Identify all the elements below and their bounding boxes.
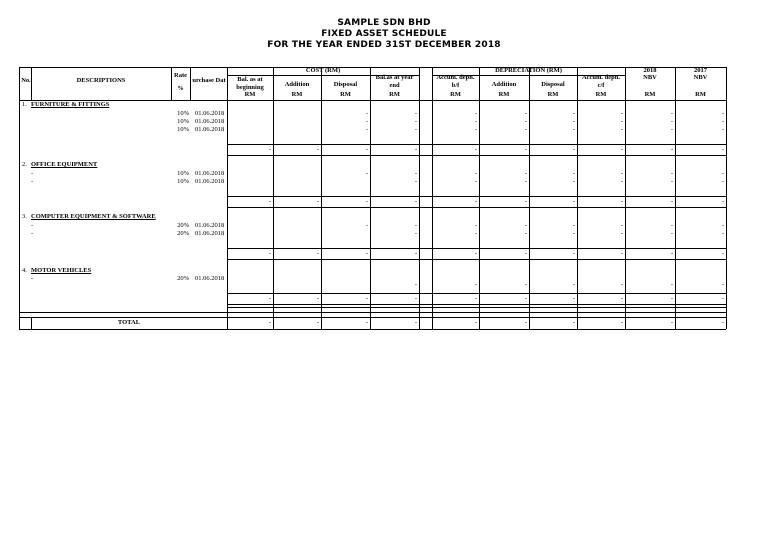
subtotal-top-line — [227, 144, 726, 145]
subtotal-dash: - — [414, 146, 417, 153]
grid-line-v — [419, 67, 420, 329]
item-amount-dash: - — [721, 178, 724, 185]
total-dash: - — [414, 319, 417, 326]
rm-unit-header-2: RM — [340, 91, 351, 98]
total-dash: - — [721, 319, 724, 326]
total-dash: - — [268, 319, 271, 326]
total-dash: - — [365, 319, 368, 326]
subtotal-dash: - — [572, 146, 575, 153]
grid-line-v — [227, 67, 228, 329]
subtotal-dash: - — [620, 198, 623, 205]
section-number-3: 3. — [22, 213, 27, 220]
subtotal-top-line — [227, 293, 726, 294]
total-dash: - — [524, 319, 527, 326]
subtotal-dash: - — [414, 250, 417, 257]
subtotal-dash: - — [365, 198, 368, 205]
item-amount-dash: - — [414, 118, 417, 125]
rm-unit-header-1: RM — [291, 91, 303, 98]
subtotal-dash: - — [524, 146, 527, 153]
item-rate: 10% — [177, 170, 189, 177]
left-body-border — [19, 100, 20, 329]
cost-addition-header: Addition — [284, 81, 310, 88]
period-title: FOR THE YEAR ENDED 31ST DECEMBER 2018 — [267, 40, 501, 50]
total-dash: - — [572, 319, 575, 326]
nbv-2017-year-header: 2017 — [694, 67, 707, 74]
item-amount-dash: - — [524, 230, 527, 237]
subtotal-dash: - — [524, 295, 527, 302]
grid-line-v — [577, 67, 578, 329]
subtotal-bottom-line — [227, 259, 726, 260]
item-desc: - — [31, 170, 34, 177]
item-amount-dash: - — [474, 222, 477, 229]
grid-line-v — [479, 67, 480, 329]
subtotal-dash: - — [572, 250, 575, 257]
item-desc: - — [31, 178, 34, 185]
subtotal-dash: - — [620, 295, 623, 302]
item-purchase-date: 01.06.2018 — [195, 118, 225, 125]
section-name-1: FURNITURE & FITTINGS — [31, 101, 110, 108]
rm-unit-header-0: RM — [244, 91, 256, 98]
bal-year-end-header: Bal.as at year end — [375, 74, 414, 89]
item-purchase-date: 01.06.2018 — [195, 275, 225, 282]
section-number-1: 1. — [22, 101, 27, 108]
subtotal-dash: - — [524, 250, 527, 257]
subtotal-dash: - — [474, 198, 477, 205]
item-amount-dash: - — [572, 110, 575, 117]
item-amount-dash: - — [721, 110, 724, 117]
item-desc: - — [31, 222, 34, 229]
item-rate: 10% — [177, 178, 189, 185]
item-amount-dash: - — [620, 281, 623, 288]
accum-cf-header: Accum. depn. c/f — [581, 74, 621, 89]
item-amount-dash: - — [620, 110, 623, 117]
item-amount-dash: - — [670, 178, 673, 185]
item-rate: 10% — [177, 126, 189, 133]
total-dash: - — [474, 319, 477, 326]
subtotal-double-line — [227, 307, 726, 308]
item-amount-dash: - — [670, 110, 673, 117]
item-amount-dash: - — [524, 118, 527, 125]
item-desc: - — [31, 230, 34, 237]
subtotal-dash: - — [670, 198, 673, 205]
subtotal-dash: - — [414, 295, 417, 302]
grid-line-v — [625, 67, 626, 329]
item-amount-dash: - — [670, 230, 673, 237]
subtotal-dash: - — [721, 146, 724, 153]
grid-line-v — [726, 67, 727, 329]
item-rate: 10% — [177, 118, 189, 125]
item-amount-dash: - — [620, 118, 623, 125]
purchase-date-header: urchase Dat — [192, 77, 226, 84]
item-amount-dash: - — [572, 230, 575, 237]
item-desc: - — [31, 275, 34, 282]
item-amount-dash: - — [414, 110, 417, 117]
rm-unit-header-6: RM — [547, 91, 559, 98]
item-amount-dash: - — [474, 170, 477, 177]
item-amount-dash: - — [365, 170, 368, 177]
subtotal-dash: - — [474, 295, 477, 302]
subtotal-dash: - — [414, 198, 417, 205]
total-dash: - — [316, 319, 319, 326]
item-rate: 20% — [177, 275, 189, 282]
item-amount-dash: - — [721, 230, 724, 237]
item-amount-dash: - — [365, 110, 368, 117]
item-amount-dash: - — [474, 118, 477, 125]
item-amount-dash: - — [524, 110, 527, 117]
subtotal-dash: - — [474, 250, 477, 257]
nbv-2018-label-header: NBV — [643, 74, 657, 81]
table-bottom-border — [19, 329, 726, 330]
subtotal-dash: - — [670, 250, 673, 257]
item-purchase-date: 01.06.2018 — [195, 230, 225, 237]
company-name: SAMPLE SDN BHD — [337, 18, 431, 28]
nbv-2017-label-header: NBV — [693, 74, 708, 81]
item-amount-dash: - — [524, 281, 527, 288]
item-amount-dash: - — [365, 118, 368, 125]
item-amount-dash: - — [414, 230, 417, 237]
no-header: No. — [21, 77, 31, 84]
subtotal-top-line — [227, 196, 726, 197]
item-purchase-date: 01.06.2018 — [195, 126, 225, 133]
item-amount-dash: - — [670, 118, 673, 125]
subtotal-dash: - — [268, 295, 271, 302]
item-amount-dash: - — [474, 281, 477, 288]
subtotal-dash: - — [670, 146, 673, 153]
item-amount-dash: - — [572, 118, 575, 125]
rate-header: Rate — [174, 72, 187, 79]
item-amount-dash: - — [670, 281, 673, 288]
subtotal-dash: - — [670, 295, 673, 302]
item-amount-dash: - — [524, 126, 527, 133]
item-purchase-date: 01.06.2018 — [195, 178, 225, 185]
subtotal-dash: - — [721, 250, 724, 257]
item-amount-dash: - — [474, 110, 477, 117]
subtotal-bottom-line — [227, 207, 726, 208]
total-top-line-2 — [19, 317, 726, 318]
item-amount-dash: - — [414, 281, 417, 288]
dep-disposal-header: Disposal — [541, 81, 565, 88]
item-amount-dash: - — [365, 222, 368, 229]
item-amount-dash: - — [524, 178, 527, 185]
subtotal-dash: - — [721, 295, 724, 302]
item-rate: 10% — [177, 110, 189, 117]
item-amount-dash: - — [721, 281, 724, 288]
bal-beginning-header: Bal. as at beginning — [236, 76, 264, 91]
item-amount-dash: - — [670, 126, 673, 133]
subtotal-dash: - — [365, 146, 368, 153]
item-amount-dash: - — [620, 222, 623, 229]
subtotal-dash: - — [365, 250, 368, 257]
grid-line-v — [370, 67, 371, 329]
item-amount-dash: - — [721, 222, 724, 229]
item-amount-dash: - — [572, 281, 575, 288]
item-rate: 20% — [177, 230, 189, 237]
total-dash: - — [620, 319, 623, 326]
subtotal-dash: - — [316, 146, 319, 153]
item-amount-dash: - — [365, 126, 368, 133]
rm-unit-header-9: RM — [695, 91, 706, 98]
schedule-title: FIXED ASSET SCHEDULE — [321, 29, 447, 39]
grid-line-v — [432, 67, 433, 329]
section-name-4: MOTOR VEHICLES — [31, 267, 92, 274]
subtotal-dash: - — [268, 250, 271, 257]
grid-line-v — [529, 67, 530, 329]
nbv-2018-year-header: 2018 — [643, 67, 657, 74]
subtotal-dash: - — [316, 295, 319, 302]
item-amount-dash: - — [414, 170, 417, 177]
grid-line-v — [273, 67, 274, 329]
item-amount-dash: - — [620, 178, 623, 185]
item-amount-dash: - — [572, 222, 575, 229]
subtotal-dash: - — [620, 250, 623, 257]
item-amount-dash: - — [620, 126, 623, 133]
item-amount-dash: - — [721, 126, 724, 133]
subtotal-bottom-line — [227, 304, 726, 305]
grid-line-v — [321, 67, 322, 329]
grid-line-v — [675, 67, 676, 329]
item-amount-dash: - — [414, 178, 417, 185]
section-name-2: OFFICE EQUIPMENT — [31, 161, 98, 168]
subtotal-dash: - — [620, 146, 623, 153]
subtotal-dash: - — [268, 198, 271, 205]
cost-disposal-header: Disposal — [333, 81, 358, 88]
item-amount-dash: - — [572, 126, 575, 133]
subtotal-dash: - — [474, 146, 477, 153]
grid-line-v — [227, 317, 228, 329]
item-purchase-date: 01.06.2018 — [195, 170, 225, 177]
rate-unit-header: % — [177, 85, 184, 92]
dep-addition-header: Addition — [491, 81, 517, 88]
subtotal-top-line — [227, 248, 726, 249]
rm-unit-header-5: RM — [498, 91, 510, 98]
item-rate: 20% — [177, 222, 189, 229]
subtotal-dash: - — [721, 198, 724, 205]
cost-group-header: COST (RM) — [305, 67, 341, 74]
total-top-line — [19, 312, 726, 313]
item-amount-dash: - — [474, 230, 477, 237]
item-amount-dash: - — [414, 126, 417, 133]
item-amount-dash: - — [474, 178, 477, 185]
depreciation-group-header: DEPRECIATION (RM) — [495, 67, 562, 74]
item-amount-dash: - — [474, 126, 477, 133]
rm-unit-header-4: RM — [450, 91, 461, 98]
subtotal-bottom-line — [227, 155, 726, 156]
total-label: TOTAL — [117, 319, 141, 326]
item-amount-dash: - — [721, 118, 724, 125]
subtotal-dash: - — [268, 146, 271, 153]
descriptions-header: DESCRIPTIONS — [76, 77, 126, 84]
rm-unit-header-3: RM — [389, 91, 400, 98]
item-amount-dash: - — [620, 170, 623, 177]
rm-unit-header-7: RM — [595, 91, 607, 98]
rm-unit-header-8: RM — [644, 91, 656, 98]
fixed-asset-schedule-table — [19, 67, 726, 329]
item-amount-dash: - — [670, 222, 673, 229]
item-amount-dash: - — [572, 178, 575, 185]
item-amount-dash: - — [620, 230, 623, 237]
item-purchase-date: 01.06.2018 — [195, 222, 225, 229]
item-amount-dash: - — [524, 170, 527, 177]
subtotal-dash: - — [316, 198, 319, 205]
section-name-3: COMPUTER EQUIPMENT & SOFTWARE — [31, 213, 156, 220]
item-purchase-date: 01.06.2018 — [195, 110, 225, 117]
item-amount-dash: - — [721, 170, 724, 177]
subtotal-dash: - — [524, 198, 527, 205]
item-amount-dash: - — [670, 170, 673, 177]
section-number-2: 2. — [22, 161, 27, 168]
report-title-block — [0, 18, 768, 51]
item-amount-dash: - — [414, 222, 417, 229]
item-amount-dash: - — [572, 170, 575, 177]
accum-bf-header: Accum. depn. b/f — [436, 74, 475, 89]
total-dash: - — [670, 319, 673, 326]
subtotal-dash: - — [572, 198, 575, 205]
subtotal-dash: - — [316, 250, 319, 257]
section-number-4: 4. — [22, 267, 27, 274]
subtotal-dash: - — [572, 295, 575, 302]
subtotal-dash: - — [365, 295, 368, 302]
item-amount-dash: - — [524, 222, 527, 229]
header-bottom-border — [19, 100, 726, 101]
